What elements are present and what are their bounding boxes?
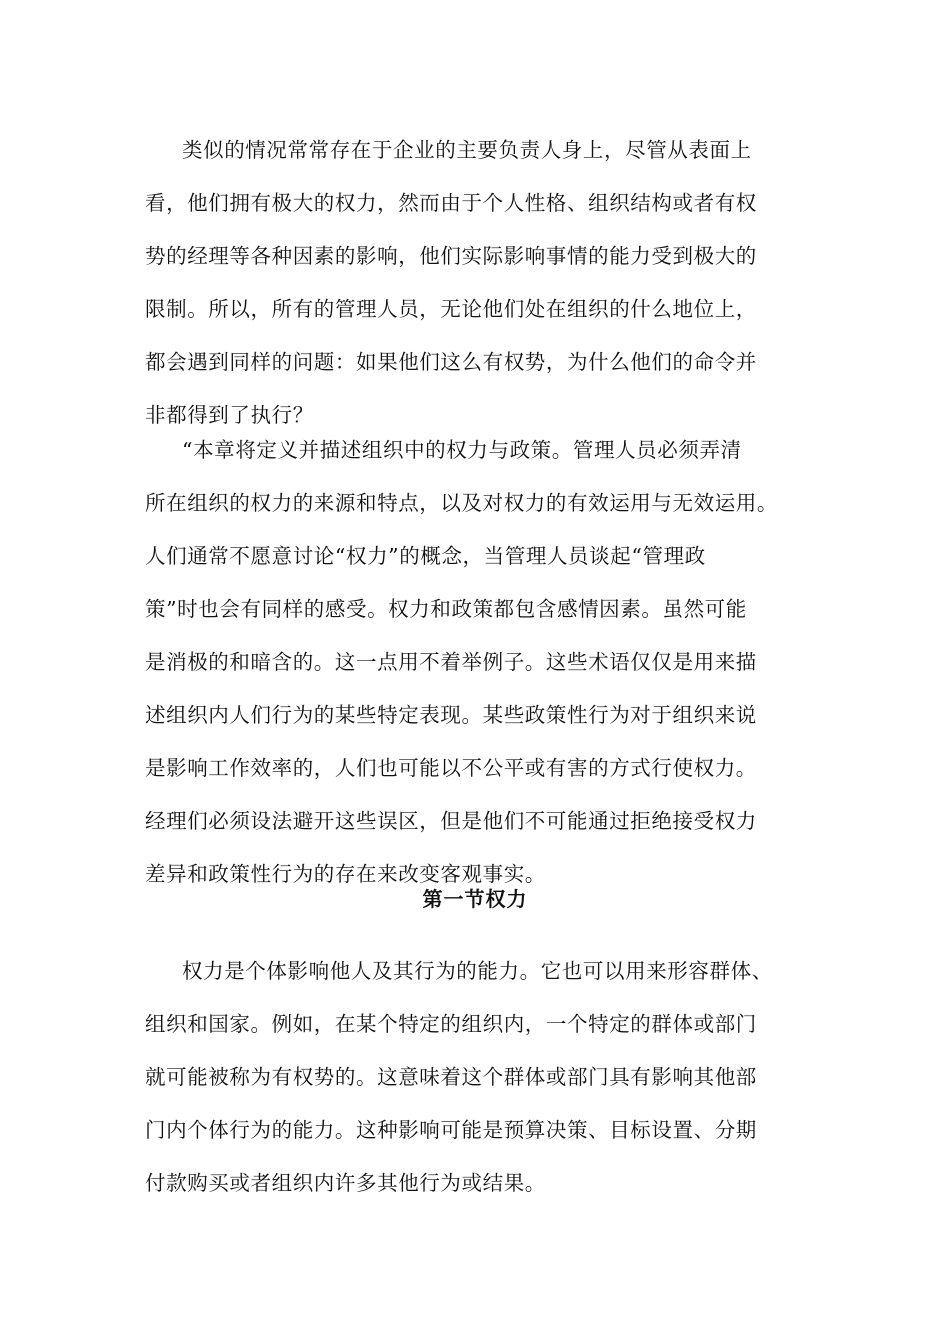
paragraph-3-line-5: 付款购买或者组织内许多其他行为或结果。	[145, 1171, 546, 1195]
paragraph-1-line-2: 看，他们拥有极大的权力，然而由于个人性格、组织结构或者有权	[145, 191, 757, 215]
paragraph-2-line-1: “本章将定义并描述组织中的权力与政策。管理人员必须弄清	[182, 438, 742, 462]
paragraph-1-line-4: 限制。所以，所有的管理人员，无论他们处在组织的什么地位上，	[145, 297, 757, 321]
paragraph-3-line-3: 就可能被称为有权势的。这意味着这个群体或部门具有影响其他部	[145, 1065, 757, 1089]
paragraph-3-line-4: 门内个体行为的能力。这种影响可能是预算决策、目标设置、分期	[145, 1118, 757, 1142]
paragraph-1-line-1: 类似的情况常常存在于企业的主要负责人身上，尽管从表面上	[182, 138, 752, 162]
paragraph-3-line-1: 权力是个体影响他人及其行为的能力。它也可以用来形容群体、	[182, 959, 773, 983]
paragraph-2-line-2: 所在组织的权力的来源和特点，以及对权力的有效运用与无效运用。	[145, 491, 778, 515]
paragraph-2-line-4: 策”时也会有同样的感受。权力和政策都包含感情因素。虽然可能	[145, 597, 747, 621]
paragraph-3-line-2: 组织和国家。例如，在某个特定的组织内，一个特定的群体或部门	[145, 1012, 757, 1036]
paragraph-2	[145, 424, 825, 901]
section-heading: 第一节权力	[422, 887, 528, 911]
paragraph-1-line-6: 非都得到了执行？	[145, 403, 314, 427]
paragraph-1-line-5: 都会遇到同样的问题：如果他们这么有权势，为什么他们的命令并	[145, 350, 757, 374]
paragraph-2-line-3: 人们通常不愿意讨论“权力”的概念，当管理人员谈起“管理政	[145, 544, 706, 568]
paragraph-2-line-9: 差异和政策性行为的存在来改变客观事实。	[145, 862, 546, 886]
paragraph-1-line-3: 势的经理等各种因素的影响，他们实际影响事情的能力受到极大的	[145, 244, 757, 268]
paragraph-2-line-8: 经理们必须设法避开这些误区，但是他们不可能通过拒绝接受权力	[145, 809, 757, 833]
paragraph-2-line-5: 是消极的和暗含的。这一点用不着举例子。这些术语仅仅是用来描	[145, 650, 757, 674]
paragraph-2-line-7: 是影响工作效率的，人们也可能以不公平或有害的方式行使权力。	[145, 756, 757, 780]
paragraph-2-line-6: 述组织内人们行为的某些特定表现。某些政策性行为对于组织来说	[145, 703, 757, 727]
paragraph-1	[145, 124, 825, 442]
paragraph-3	[145, 945, 825, 1210]
